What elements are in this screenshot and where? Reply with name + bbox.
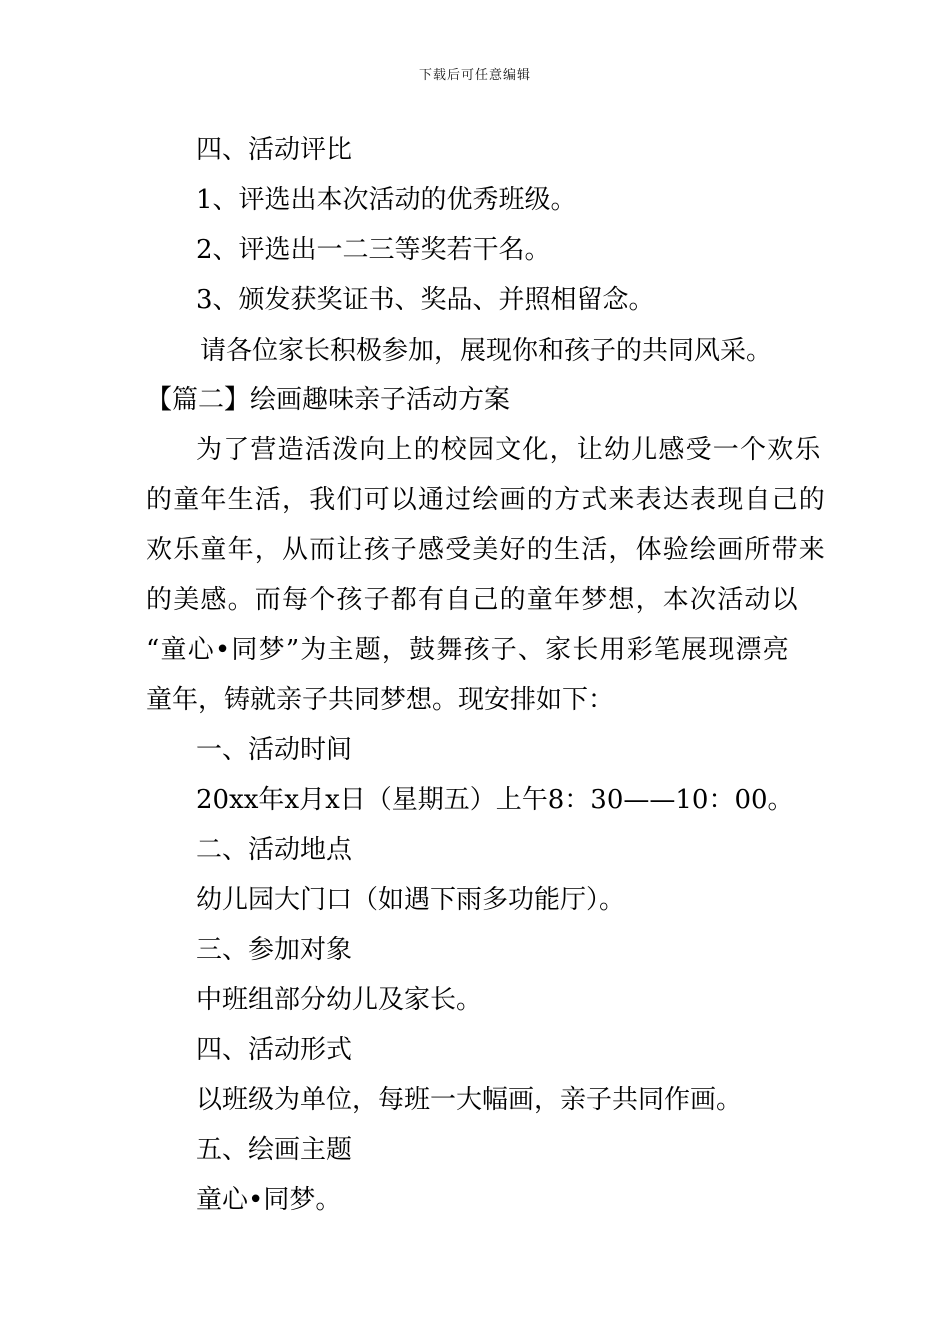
paragraph-line: 幼儿园大门口（如遇下雨多功能厅）。 <box>196 885 626 915</box>
paragraph-line: 20xx年x月x日（星期五）上午8：30——10：00。 <box>196 785 794 815</box>
article-title: 【篇二】绘画趣味亲子活动方案 <box>146 385 511 415</box>
paragraph-line: 童心•同梦。 <box>196 1185 342 1215</box>
paragraph-line: “童心•同梦”为主题，鼓舞孩子、家长用彩笔展现漂亮 <box>146 635 790 665</box>
section-heading-time: 一、活动时间 <box>196 735 353 765</box>
section-heading-participants: 三、参加对象 <box>196 935 353 965</box>
paragraph-line: 以班级为单位，每班一大幅画，亲子共同作画。 <box>196 1085 743 1115</box>
paragraph-line: 1、评选出本次活动的优秀班级。 <box>196 185 577 215</box>
paragraph-line: 2、评选出一二三等奖若干名。 <box>196 235 551 265</box>
section-heading-theme: 五、绘画主题 <box>196 1135 353 1165</box>
page-header-note: 下载后可任意编辑 <box>418 68 531 83</box>
section-heading-format: 四、活动形式 <box>196 1035 353 1065</box>
section-heading-evaluation: 四、活动评比 <box>196 135 353 165</box>
paragraph-line: 童年，铸就亲子共同梦想。现安排如下： <box>146 685 615 715</box>
paragraph-line: 为了营造活泼向上的校园文化，让幼儿感受一个欢乐 <box>196 435 822 465</box>
paragraph-line: 的童年生活，我们可以通过绘画的方式来表达表现自己的 <box>146 485 827 515</box>
paragraph-line: 中班组部分幼儿及家长。 <box>196 985 483 1015</box>
section-heading-location: 二、活动地点 <box>196 835 353 865</box>
paragraph-line: 请各位家长积极参加，展现你和孩子的共同风采。 <box>200 336 773 366</box>
paragraph-line: 3、颁发获奖证书、奖品、并照相留念。 <box>196 285 655 315</box>
paragraph-line: 的美感。而每个孩子都有自己的童年梦想，本次活动以 <box>146 585 799 615</box>
paragraph-line: 欢乐童年，从而让孩子感受美好的生活，体验绘画所带来 <box>146 535 827 565</box>
